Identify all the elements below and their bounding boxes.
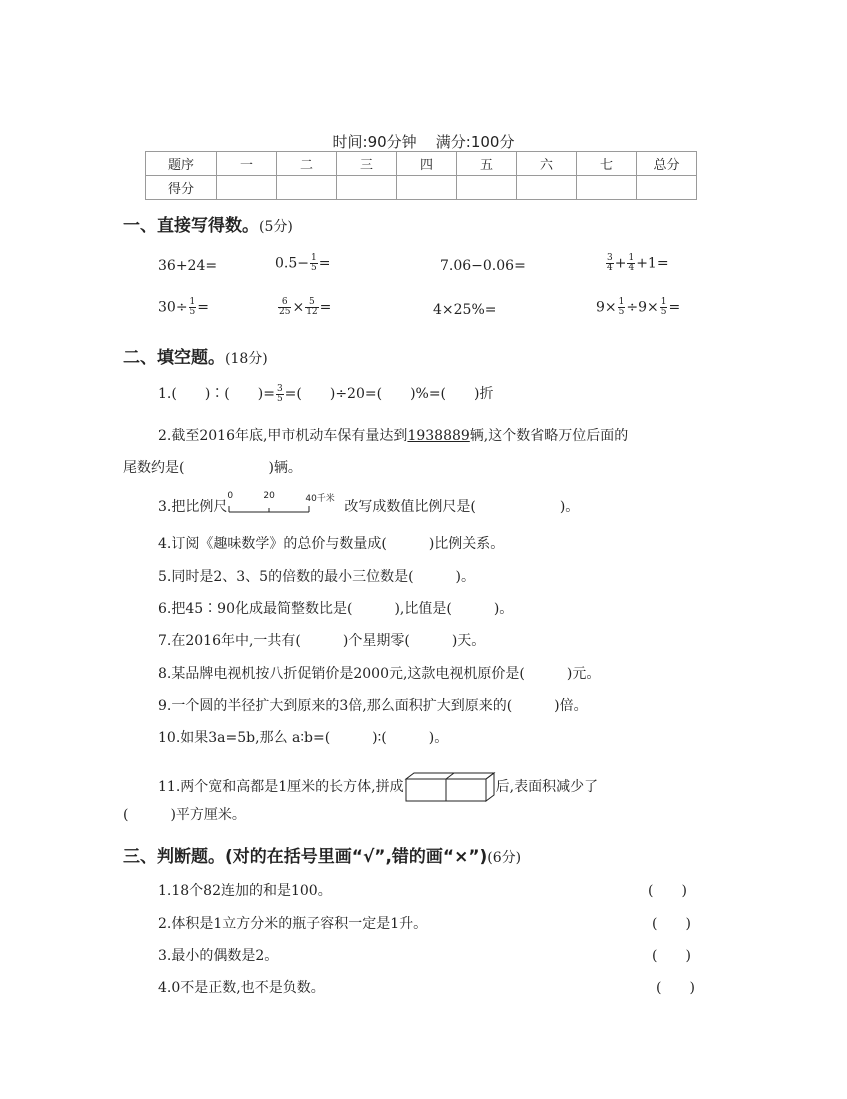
score-cell[interactable] — [217, 176, 277, 200]
calc-item: 4×25%= — [433, 302, 497, 318]
header-cell: 七 — [577, 152, 637, 176]
section2-title: 二、填空题。(18分) — [123, 348, 268, 368]
judge-item-2: 2.体积是1立方分米的瓶子容积一定是1升。 — [158, 916, 428, 932]
score-cell[interactable] — [517, 176, 577, 200]
header-cell: 六 — [517, 152, 577, 176]
time-label: 时间:90分钟 — [332, 133, 417, 151]
score-cell[interactable] — [457, 176, 517, 200]
header-cell: 一 — [217, 152, 277, 176]
calc-item: 36+24= — [158, 258, 218, 274]
answer-paren[interactable]: ( ) — [648, 883, 687, 899]
score-label: 满分:100分 — [435, 133, 515, 151]
section3-title: 三、判断题。(对的在括号里画“√”,错的画“×”)(6分) — [123, 847, 522, 867]
fill-question-11-line2: ( )平方厘米。 — [123, 807, 246, 823]
fill-question-5: 5.同时是2、3、5的倍数的最小三位数是( )。 — [158, 569, 476, 585]
score-cell[interactable] — [577, 176, 637, 200]
score-table-header-row — [146, 152, 697, 176]
fill-question-11: 11.两个宽和高都是1厘米的长方体,拼成 后,表面积减少了 — [158, 771, 598, 803]
header-cell: 五 — [457, 152, 517, 176]
fill-question-10: 10.如果3a=5b,那么 a∶b=( )∶( )。 — [158, 730, 449, 746]
fill-question-4: 4.订阅《趣味数学》的总价与数量成( )比例关系。 — [158, 536, 505, 552]
judge-item-1: 1.18个82连加的和是100。 — [158, 883, 332, 899]
calc-item: 7.06−0.06= — [440, 258, 526, 274]
scale-label-0: 0 — [227, 491, 234, 501]
score-cell[interactable] — [277, 176, 337, 200]
answer-paren[interactable]: ( ) — [652, 948, 691, 964]
answer-paren[interactable]: ( ) — [652, 916, 691, 932]
calc-item: 0.5− $\frac{1}{5}$ = — [275, 253, 331, 273]
score-table-score-row — [146, 176, 697, 200]
section1-title: 一、直接写得数。(5分) — [123, 216, 293, 236]
judge-item-3: 3.最小的偶数是2。 — [158, 948, 279, 964]
score-cell[interactable] — [337, 176, 397, 200]
fill-question-3: 3.把比例尺 0 20 40千米 改写成数值比例尺是( )。 — [158, 491, 580, 515]
answer-paren[interactable]: ( ) — [656, 980, 695, 996]
cuboid-figure — [404, 771, 496, 803]
fill-question-1: 1.( )∶( )= $\frac{3}{5}$ =( )÷20=( )%=( )折 — [158, 383, 494, 404]
score-table — [145, 151, 697, 200]
header-cell: 总分 — [637, 152, 697, 176]
fill-question-7: 7.在2016年中,一共有( )个星期零( )天。 — [158, 633, 486, 649]
score-cell[interactable] — [637, 176, 697, 200]
fill-question-2: 2.截至2016年底,甲市机动车保有量达到1938889辆,这个数省略万位后面的 — [158, 428, 629, 444]
scale-bar — [227, 491, 344, 517]
scale-label-40: 40千米 — [305, 494, 335, 504]
calc-item: $\frac{3}{4}$ + $\frac{1}{4}$ +1= — [607, 253, 669, 273]
fill-question-9: 9.一个圆的半径扩大到原来的3倍,那么面积扩大到原来的( )倍。 — [158, 698, 588, 714]
fill-question-2-line2: 尾数约是( )辆。 — [123, 460, 302, 476]
row-label: 得分 — [146, 176, 217, 200]
calc-item: 9× $\frac{1}{5}$ ÷9× $\frac{1}{5}$ = — [596, 297, 681, 317]
header-cell: 四 — [397, 152, 457, 176]
calc-item: 30÷ $\frac{1}{5}$ = — [158, 297, 210, 317]
scale-label-20: 20 — [263, 491, 275, 501]
header-cell: 题序 — [146, 152, 217, 176]
calc-item: $\frac{6}{25}$ × $\frac{5}{12}$ = — [279, 297, 332, 317]
header-cell: 三 — [337, 152, 397, 176]
score-cell[interactable] — [397, 176, 457, 200]
fill-question-6: 6.把45∶90化成最简整数比是( ),比值是( )。 — [158, 601, 514, 617]
fill-question-8: 8.某品牌电视机按八折促销价是2000元,这款电视机原价是( )元。 — [158, 666, 601, 682]
header-cell: 二 — [277, 152, 337, 176]
judge-item-4: 4.0不是正数,也不是负数。 — [158, 980, 325, 996]
exam-header — [0, 131, 847, 152]
